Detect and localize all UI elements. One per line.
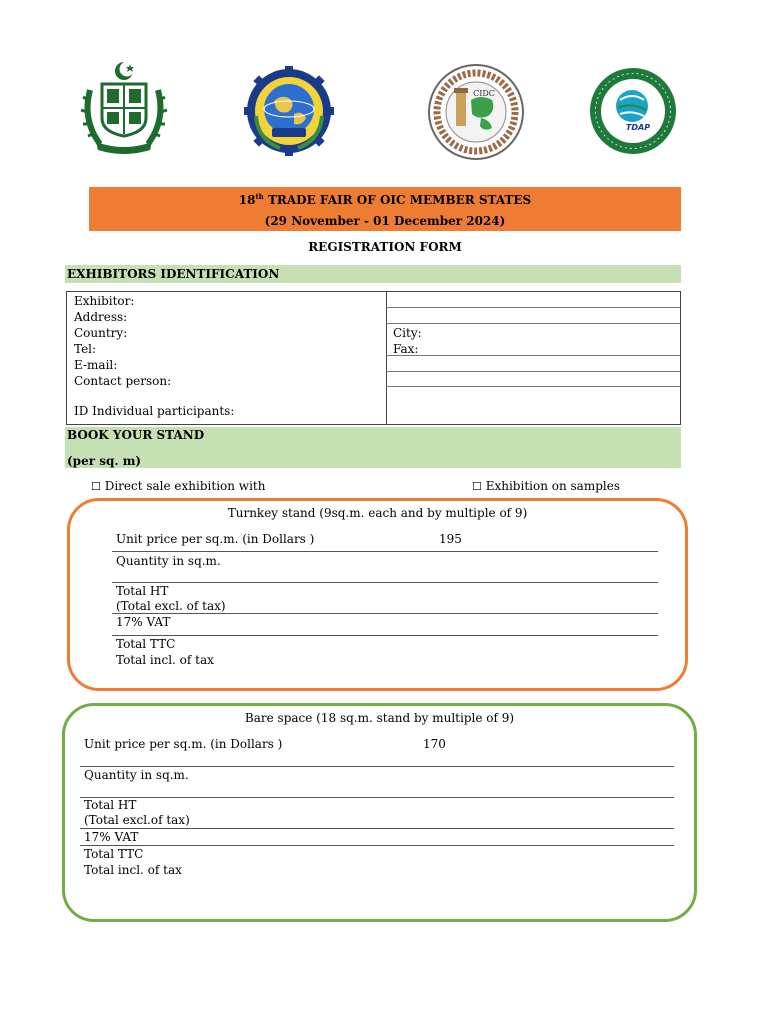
title-number: 18 xyxy=(238,193,256,207)
fair-dates: (29 November - 01 December 2024) xyxy=(264,214,506,228)
divider xyxy=(112,613,658,614)
globe-gear-icon xyxy=(244,66,334,156)
fair-title xyxy=(89,189,681,208)
turnkey-quantity-label: Quantity in sq.m. xyxy=(116,554,221,568)
address-label: Address: xyxy=(74,310,128,324)
tdap-logo xyxy=(588,66,678,156)
participants-label: ID Individual participants: xyxy=(74,404,235,418)
icdt-logo xyxy=(426,62,526,162)
row-divider xyxy=(386,323,680,324)
bare-quantity-label: Quantity in sq.m. xyxy=(84,768,189,782)
pavilion-globe-logo xyxy=(244,66,334,156)
title-superscript: th xyxy=(255,192,264,201)
fax-label: Fax: xyxy=(393,342,419,356)
divider xyxy=(112,551,658,552)
title-text: TRADE FAIR OF OIC MEMBER STATES xyxy=(263,193,532,207)
bare-total-ht-label: Total HT xyxy=(84,798,137,812)
circular-seal-icon xyxy=(588,66,678,156)
pakistan-emblem-logo xyxy=(78,60,170,154)
bare-total-ttc-note: Total incl. of tax xyxy=(84,863,182,877)
column-divider xyxy=(386,292,387,424)
email-label: E-mail: xyxy=(74,358,118,372)
turnkey-total-ttc-label: Total TTC xyxy=(116,637,176,651)
bare-title: Bare space (18 sq.m. stand by multiple of 9) xyxy=(244,711,515,725)
contact-person-label: Contact person: xyxy=(74,374,172,388)
city-label: City: xyxy=(393,326,422,340)
divider xyxy=(80,845,674,846)
country-label: Country: xyxy=(74,326,128,340)
turnkey-total-ht-label: Total HT xyxy=(116,584,169,598)
turnkey-total-ht-note: (Total excl. of tax) xyxy=(116,599,226,613)
samples-option[interactable] xyxy=(472,478,620,495)
divider xyxy=(80,828,674,829)
checkbox-icon[interactable]: ☐ xyxy=(472,480,482,493)
pakistan-emblem-icon xyxy=(78,60,170,154)
bare-total-ttc-label: Total TTC xyxy=(84,847,144,861)
turnkey-total-ttc-note: Total incl. of tax xyxy=(116,653,214,667)
circular-seal-icon xyxy=(426,62,526,162)
divider xyxy=(80,797,674,798)
checkbox-icon[interactable]: ☐ xyxy=(91,480,101,493)
row-divider xyxy=(386,371,680,372)
direct-sale-option[interactable] xyxy=(91,478,265,495)
stand-unit: (per sq. m) xyxy=(67,454,142,468)
stand-heading: BOOK YOUR STAND xyxy=(67,428,205,442)
tdap-label: TDAP xyxy=(625,123,651,132)
bare-total-ht-note: (Total excl.of tax) xyxy=(84,813,190,827)
tel-label: Tel: xyxy=(74,342,97,356)
divider xyxy=(112,582,658,583)
row-divider xyxy=(386,307,680,308)
identification-heading: EXHIBITORS IDENTIFICATION xyxy=(67,267,280,281)
samples-label: Exhibition on samples xyxy=(485,479,620,493)
row-divider xyxy=(386,386,680,387)
exhibitor-label: Exhibitor: xyxy=(74,294,135,308)
form-title: REGISTRATION FORM xyxy=(308,240,462,254)
turnkey-title: Turnkey stand (9sq.m. each and by multiple of 9) xyxy=(227,506,528,520)
bare-unit-price-value: 170 xyxy=(423,737,446,751)
row-divider xyxy=(386,355,680,356)
bare-vat-label: 17% VAT xyxy=(84,830,139,844)
cidc-label: CIDC xyxy=(473,89,495,98)
direct-sale-label: Direct sale exhibition with xyxy=(104,479,266,493)
turnkey-vat-label: 17% VAT xyxy=(116,615,171,629)
identification-table xyxy=(66,291,681,425)
turnkey-unit-price-value: 195 xyxy=(439,532,462,546)
bare-unit-price-label: Unit price per sq.m. (in Dollars ) xyxy=(84,737,283,751)
turnkey-unit-price-label: Unit price per sq.m. (in Dollars ) xyxy=(116,532,315,546)
divider xyxy=(112,635,658,636)
